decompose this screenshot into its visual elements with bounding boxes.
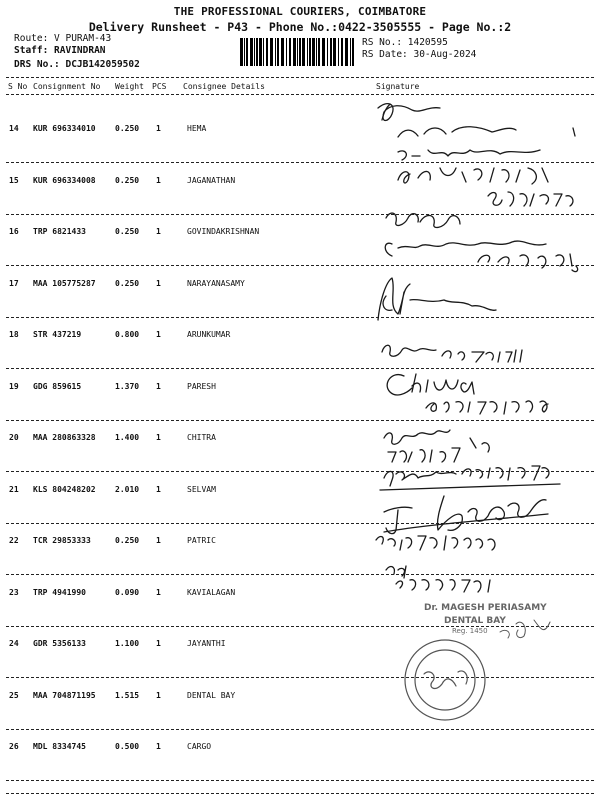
col-signature: Signature [376,82,420,91]
cell-pcs: 1 [156,588,161,597]
cell-sno: 26 [9,742,19,751]
cell-consignment: MAA 280863328 [33,433,96,442]
cell-weight: 0.250 [115,124,140,133]
cell-weight: 0.090 [115,588,140,597]
cell-consignment: KUR 696334010 [33,124,96,133]
cell-consignment: GDR 5356133 [33,639,86,648]
cell-weight: 1.515 [115,691,140,700]
cell-sno: 20 [9,433,19,442]
cargo-round-stamp [405,640,485,720]
stamp-doctor-name: Dr. MAGESH PERIASAMY [424,603,547,613]
dental-bay-stamp [500,620,550,638]
cell-consignee: JAYANTHI [187,639,226,648]
stamp-reg: Reg. 1450 [452,627,488,635]
stamp-clinic-name: DENTAL BAY [444,616,506,626]
cell-consignment: TRP 4941990 [33,588,86,597]
cell-sno: 17 [9,279,19,288]
cell-consignee: CARGO [187,742,212,751]
cell-pcs: 1 [156,279,161,288]
cell-weight: 1.400 [115,433,140,442]
cell-weight: 0.800 [115,330,140,339]
signature-row-19 [382,345,522,362]
cell-consignment: KUR 696334008 [33,176,96,185]
company-title: THE PROFESSIONAL COURIERS, COIMBATORE [173,5,427,18]
cell-consignee: JAGANATHAN [187,176,236,185]
cell-pcs: 1 [156,639,161,648]
cell-weight: 1.100 [115,639,140,648]
cell-consignee: KAVIALAGAN [187,588,236,597]
cell-pcs: 1 [156,536,161,545]
cell-sno: 14 [9,124,19,133]
cell-consignee: CHITRA [187,433,216,442]
cell-pcs: 1 [156,176,161,185]
cell-pcs: 1 [156,124,161,133]
cell-weight: 1.370 [115,382,140,391]
cell-consignee: ARUNKUMAR [187,330,231,339]
cell-pcs: 1 [156,691,161,700]
cell-consignee: SELVAM [187,485,216,494]
cell-weight: 0.250 [115,176,140,185]
cell-sno: 23 [9,588,19,597]
cell-pcs: 1 [156,227,161,236]
col-sno: S No [8,82,28,91]
cell-consignment: GDG 859615 [33,382,82,391]
runsheet-subtitle: Delivery Runsheet - P43 - Phone No.:0422-3505555 - Page No.:2 [88,20,512,34]
cell-sno: 19 [9,382,19,391]
rs-date: RS Date: 30-Aug-2024 [362,49,477,60]
cell-sno: 16 [9,227,19,236]
cell-consignment: STR 437219 [33,330,82,339]
cell-sno: 21 [9,485,19,494]
cell-weight: 0.250 [115,279,140,288]
signature-row-15 [398,150,548,184]
cell-sno: 25 [9,691,19,700]
cell-pcs: 1 [156,382,161,391]
cell-pcs: 1 [156,742,161,751]
cell-sno: 22 [9,536,19,545]
cell-consignment: TCR 29853333 [33,536,91,545]
cell-consignee: NARAYANASAMY [187,279,245,288]
cell-consignment: KLS 804248202 [33,485,96,494]
col-consignee: Consignee Details [183,82,265,91]
route-label: Route: V PURAM-43 [14,33,112,44]
signature-row-16 [386,192,573,227]
cell-sno: 18 [9,330,19,339]
col-consignment: Consignment No [33,82,101,91]
signature-row-18 [378,278,496,320]
rs-number: RS No.: 1420595 [362,37,448,48]
signature-row-22 [380,466,560,490]
cell-sno: 15 [9,176,19,185]
cell-sno: 24 [9,639,19,648]
cell-consignment: MAA 105775287 [33,279,96,288]
cell-weight: 0.500 [115,742,140,751]
cell-pcs: 1 [156,485,161,494]
col-weight: Weight [115,82,144,91]
cell-weight: 0.250 [115,227,140,236]
drs-number: DRS No.: DCJB142059502 [14,59,140,70]
cell-consignment: MDL 8334745 [33,742,86,751]
signature-row-14 [378,104,575,137]
cell-consignee: PARESH [187,382,216,391]
signature-row-23 [384,496,548,534]
page-bottom-rule [6,793,594,794]
cell-weight: 2.010 [115,485,140,494]
cell-pcs: 1 [156,330,161,339]
staff-label: Staff: RAVINDRAN [14,45,106,56]
cell-consignee: DENTAL BAY [187,691,236,700]
col-pcs: PCS [152,82,167,91]
cell-consignee: GOVINDAKRISHNAN [187,227,260,236]
signature-row-21 [384,430,489,462]
cell-consignment: MAA 704871195 [33,691,96,700]
signature-row-24 [376,536,495,592]
cell-consignment: TRP 6821433 [33,227,86,236]
signature-row-20 [387,374,548,414]
cell-consignee: HEMA [187,124,207,133]
signature-row-17 [385,241,577,272]
cell-weight: 0.250 [115,536,140,545]
cell-consignee: PATRIC [187,536,216,545]
cell-pcs: 1 [156,433,161,442]
